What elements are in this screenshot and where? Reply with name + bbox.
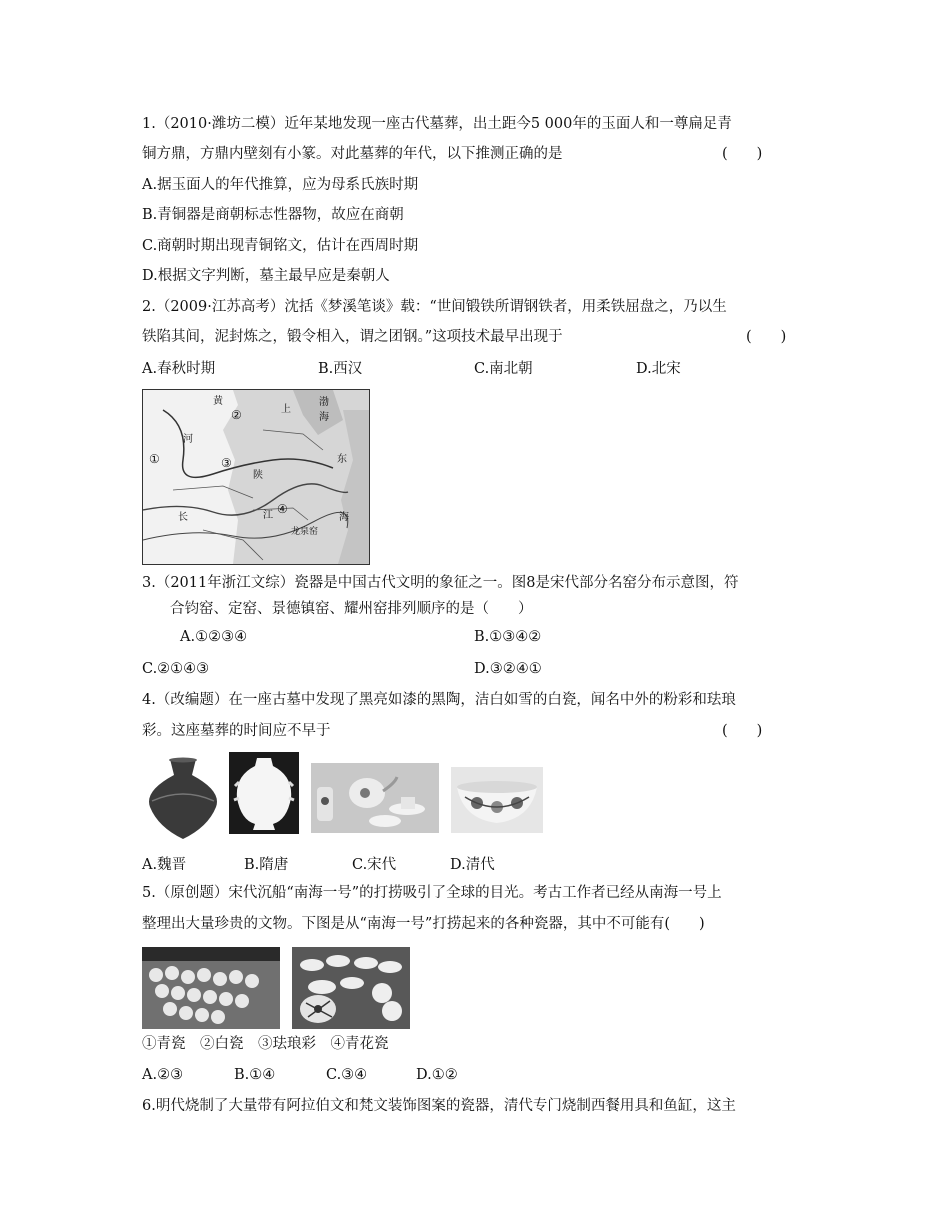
q5-line1: 5.（原创题）宋代沉船“南海一号”的打捞吸引了全球的目光。考古工作者已经从南海一号上 — [142, 885, 722, 901]
q2-line1: 2.（2009·江苏高考）沈括《梦溪笔谈》载：“世间锻铁所谓钢铁者，用柔铁屈盘之，乃以生 — [142, 299, 727, 315]
q4-option-c: C.宋代 — [352, 857, 397, 873]
q5-line2: 整理出大量珍贵的文物。下图是从“南海一号”打捞起来的各种瓷器，其中不可能有( ) — [142, 916, 705, 932]
map-label-longquan: 龙泉窑 — [291, 527, 319, 537]
q4-option-b: B.隋唐 — [244, 857, 289, 873]
q2-option-d: D.北宋 — [636, 361, 681, 377]
q1-line1: 1.（2010·潍坊二模）近年某地发现一座古代墓葬，出土距今5 000年的玉面人和一尊扁足青 — [142, 116, 732, 132]
q4-answer-paren: ( ) — [722, 723, 763, 739]
map-label-jiang: 江 — [263, 510, 273, 521]
q2-line2: 铁陷其间，泥封炼之，锻令相入，谓之团钢。”这项技术最早出现于 — [142, 329, 563, 345]
q3-option-b: B.①③④② — [474, 629, 542, 645]
q5-option-d: D.①② — [416, 1067, 458, 1083]
white-porcelain-photo — [229, 752, 299, 834]
q5-items: ①青瓷 ②白瓷 ③珐琅彩 ④青花瓷 — [142, 1036, 389, 1052]
map-label-hai2: 海 — [339, 512, 349, 523]
q4-line2: 彩。这座墓葬的时间应不早于 — [142, 723, 331, 739]
q3-option-c: C.②①④③ — [142, 661, 210, 677]
q3-line2: 合钧窑、定窑、景德镇窑、耀州窑排列顺序的是（ ） — [170, 601, 533, 617]
q4-line1: 4.（改编题）在一座古墓中发现了黑亮如漆的黑陶，洁白如雪的白瓷，闻名中外的粉彩和珐琅 — [142, 692, 736, 708]
map-label-chang: 长 — [178, 512, 188, 523]
map-marker-2: ② — [231, 408, 242, 422]
q1-option-d: D.根据文字判断，墓主最早应是秦朝人 — [142, 268, 390, 284]
map-marker-4: ④ — [277, 502, 288, 516]
enamel-bowl-photo — [451, 767, 543, 833]
q5-option-a: A.②③ — [142, 1067, 184, 1083]
q3-line1: 3.（2011年浙江文综）瓷器是中国古代文明的象征之一。图8是宋代部分名窑分布示意图，符 — [142, 575, 739, 591]
song-kiln-map — [142, 389, 370, 565]
q6-line1: 6.明代烧制了大量带有阿拉伯文和梵文装饰图案的瓷器，清代专门烧制西餐用具和鱼缸，这主 — [142, 1098, 736, 1114]
q5-option-c: C.③④ — [326, 1067, 368, 1083]
nanhai-porcelain-photo-2 — [292, 947, 410, 1029]
map-label-hai: 海 — [319, 412, 329, 423]
map-label-bo: 渤 — [319, 397, 329, 408]
q2-option-c: C.南北朝 — [474, 361, 533, 377]
q1-option-a: A.据玉面人的年代推算，应为母系氏族时期 — [142, 177, 419, 193]
q2-option-a: A.春秋时期 — [142, 361, 216, 377]
q2-answer-paren: ( ) — [746, 329, 787, 345]
map-label-shang: 上 — [281, 404, 291, 415]
q1-option-c: C.商朝时期出现青铜铭文，估计在西周时期 — [142, 238, 419, 254]
q3-option-a: A.①②③④ — [180, 629, 248, 645]
map-marker-3: ③ — [221, 456, 232, 470]
q3-option-d: D.③②④① — [474, 661, 542, 677]
q4-option-d: D.清代 — [450, 857, 495, 873]
q1-answer-paren: ( ) — [722, 146, 763, 162]
q2-option-b: B.西汉 — [318, 361, 363, 377]
nanhai-porcelain-photo-1 — [142, 947, 280, 1029]
map-label-huang-river: 陕 — [253, 470, 263, 481]
map-label-he: 河 — [183, 434, 193, 445]
q1-line2: 铜方鼎，方鼎内壁刻有小篆。对此墓葬的年代，以下推测正确的是 — [142, 146, 563, 162]
q1-option-b: B.青铜器是商朝标志性器物，故应在商朝 — [142, 207, 404, 223]
q5-option-b: B.①④ — [234, 1067, 276, 1083]
map-marker-1: ① — [149, 452, 160, 466]
map-label-huang: 黄 — [213, 396, 223, 407]
famille-rose-teaset-photo — [311, 763, 439, 833]
black-pottery-photo — [142, 757, 224, 841]
map-label-dong: 东 — [337, 454, 347, 465]
q4-option-a: A.魏晋 — [142, 857, 187, 873]
